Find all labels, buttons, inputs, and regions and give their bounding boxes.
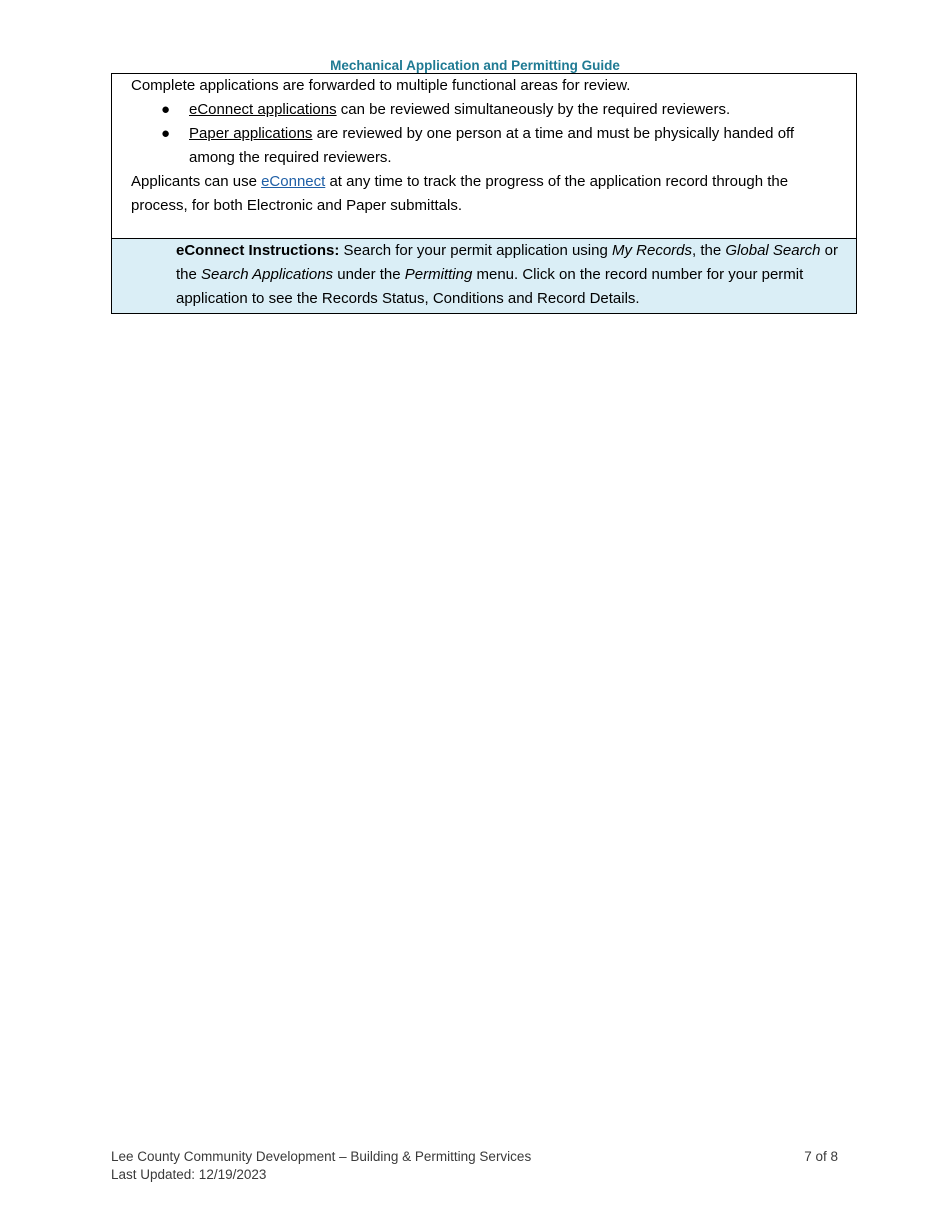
content-box (111, 73, 857, 314)
instructions-emphasis: Permitting (404, 266, 473, 283)
review-bullet-list (131, 98, 844, 170)
instructions-label: eConnect Instructions: (176, 242, 340, 259)
page-footer (111, 1148, 838, 1184)
bullet-text: are reviewed by one person at a time and must be physically handed off among the required reviewers. (189, 125, 795, 166)
review-section (112, 74, 856, 238)
instructions-text: or the (176, 242, 838, 283)
footer-updated: Last Updated: 12/19/2023 (111, 1167, 267, 1182)
instructions-note (112, 238, 856, 313)
instructions-text: Search for your permit application using (339, 242, 612, 259)
instructions-emphasis: My Records (612, 242, 693, 259)
page-number: 7 of 8 (804, 1149, 838, 1164)
list-item (131, 122, 844, 170)
footer-org: Lee County Community Development – Building & Permitting Services (111, 1149, 532, 1164)
tracking-paragraph (131, 170, 844, 218)
bullet-icon: ● (161, 125, 171, 142)
bullet-lead: Paper applications (189, 125, 313, 142)
instructions-text: menu. Click on the record number for your permit application to see the Records Status, Conditions and Record Details. (176, 266, 804, 307)
tracking-text-after: at any time to track the progress of the application record through the process, for both Electronic and Paper submittals. (131, 173, 789, 214)
instructions-emphasis: Search Applications (201, 266, 334, 283)
instructions-emphasis: Global Search (725, 242, 821, 259)
bullet-text: can be reviewed simultaneously by the required reviewers. (336, 101, 731, 118)
econnect-link[interactable]: eConnect (261, 173, 326, 190)
list-item (131, 98, 844, 122)
instructions-text: under the (333, 266, 405, 283)
intro-text: Complete applications are forwarded to multiple functional areas for review. (131, 77, 631, 94)
bullet-icon: ● (161, 101, 171, 118)
bullet-lead: eConnect applications (189, 101, 337, 118)
tracking-text-before: Applicants can use (131, 173, 262, 190)
page-header: Mechanical Application and Permitting Guide (330, 58, 620, 73)
instructions-text: , the (692, 242, 726, 259)
